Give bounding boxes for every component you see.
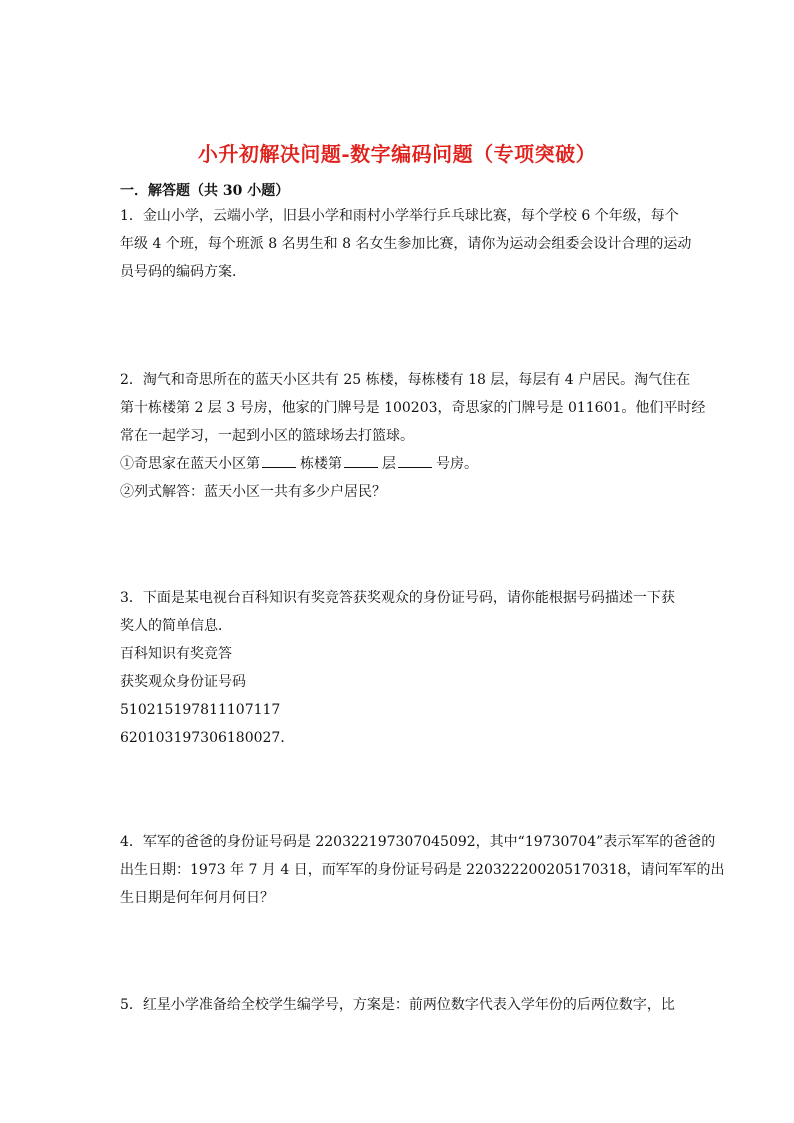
- question-2-sub2: ②列式解答：蓝天小区一共有多少户居民？: [120, 484, 386, 500]
- question-1-line: 员号码的编码方案．: [120, 264, 246, 280]
- sub1-text-c: 层: [382, 456, 396, 472]
- page-title: 小升初解决问题-数字编码问题（专项突破）: [197, 142, 597, 166]
- question-3-line: 获奖观众身份证号码: [120, 674, 246, 690]
- section-heading: 一．解答题（共 30 小题）: [120, 183, 290, 199]
- answer-blank: [262, 453, 296, 468]
- answer-blank: [344, 453, 378, 468]
- question-3-line: 510215197811107117: [120, 702, 281, 718]
- question-2-line: 第十栋楼第 2 层 3 号房，他家的门牌号是 100203，奇思家的门牌号是 011601。他们平时经: [120, 400, 706, 416]
- answer-blank: [398, 453, 432, 468]
- sub1-text-a: ①奇思家在蓝天小区第: [120, 456, 260, 472]
- question-1: [120, 202, 692, 286]
- question-2: [120, 366, 706, 506]
- question-3: [120, 584, 676, 752]
- sub1-text-b: 栋楼第: [300, 456, 342, 472]
- question-5-line: 5．红星小学准备给全校学生编学号，方案是：前两位数字代表入学年份的后两位数字，比: [120, 997, 675, 1013]
- question-4-line: 生日期是何年何月何日？: [120, 890, 274, 906]
- question-1-line: 年级 4 个班，每个班派 8 名男生和 8 名女生参加比赛，请你为运动会组委会设计合理的运动: [120, 236, 692, 252]
- question-4: [120, 828, 725, 912]
- question-2-line: 2．淘气和奇思所在的蓝天小区共有 25 栋楼，每栋楼有 18 层，每层有 4 户居民。淘气住在: [120, 372, 691, 388]
- question-3-line: 620103197306180027．: [120, 730, 295, 746]
- question-2-line: 常在一起学习，一起到小区的篮球场去打篮球。: [120, 428, 414, 444]
- question-3-line: 3．下面是某电视台百科知识有奖竞答获奖观众的身份证号码，请你能根据号码描述一下获: [120, 590, 675, 606]
- question-4-line: 出生日期：1973 年 7 月 4 日，而军军的身份证号码是 220322200205170318，请问军军的出: [120, 862, 725, 878]
- question-3-line: 百科知识有奖竞答: [120, 646, 232, 662]
- question-5: [120, 991, 676, 1019]
- sub1-text-d: 号房。: [436, 456, 478, 472]
- question-1-line: 1．金山小学，云端小学，旧县小学和雨村小学举行乒乓球比赛，每个学校 6 个年级，每个: [120, 208, 679, 224]
- question-2-sub1: [120, 450, 676, 478]
- question-4-line: 4．军军的爸爸的身份证号码是 220322197307045092，其中“19730704”表示军军的爸爸的: [120, 834, 716, 850]
- question-3-line: 奖人的简单信息．: [120, 618, 232, 634]
